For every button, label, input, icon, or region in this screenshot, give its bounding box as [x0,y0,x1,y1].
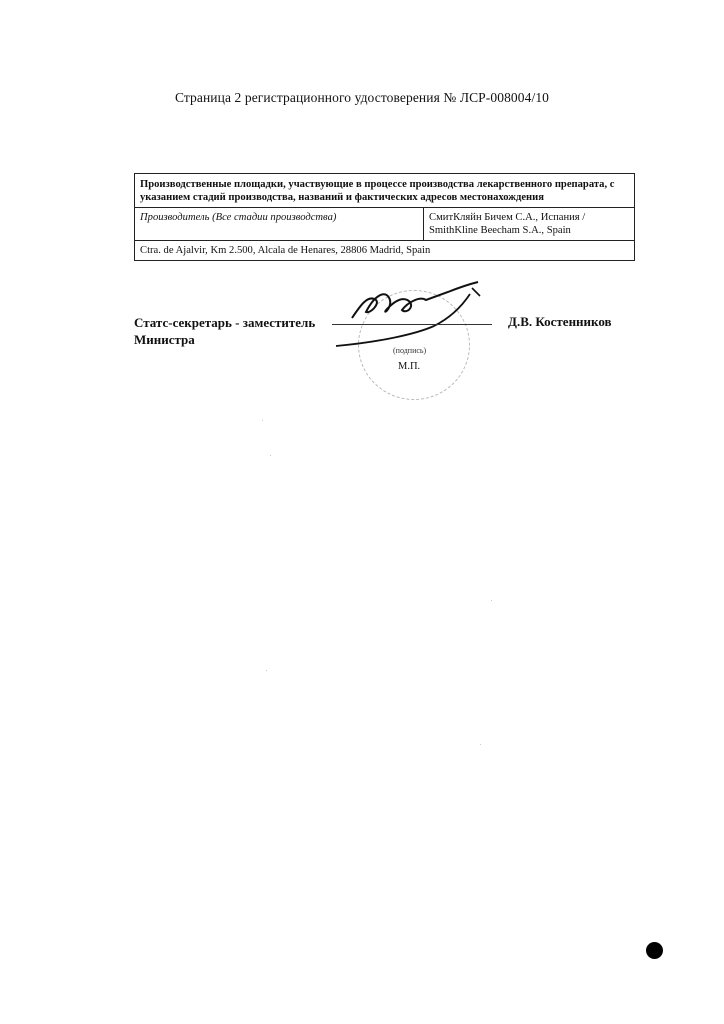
signatory-position-line1: Статс-секретарь - заместитель [134,315,316,330]
table-heading: Производственные площадки, участвующие в процессе производства лекарственного препарата, с указанием стадий производства, названий и фактических адресов местонахождения [140,179,615,203]
table-row [135,208,634,241]
manufacturer-stage-cell: Производитель (Все стадии производства) [135,208,424,240]
signatory-position [134,314,315,348]
scan-speck [266,670,267,671]
address-row [135,241,634,260]
production-sites-table [134,173,635,261]
handwritten-signature [330,266,510,356]
signatory-name: Д.В. Костенников [508,314,612,329]
manufacturer-name-en: SmithKline Beecham S.A., Spain [429,225,571,236]
scan-speck [480,744,481,745]
manufacturer-name-cell [424,208,634,240]
manufacturer-name-ru: СмитКляйн Бичем С.А., Испания / [429,212,586,223]
signatory-position-line2: Министра [134,332,195,347]
signature-line [332,324,492,325]
stamp-label: М.П. [398,361,421,372]
signature-caption: (подпись) [393,346,427,355]
scan-speck [270,455,271,456]
page-dot-marker [646,942,663,959]
scan-speck [262,420,263,421]
scan-speck [491,600,492,601]
address-cell: Ctra. de Ajalvir, Km 2.500, Alcala de Henares, 28806 Madrid, Spain [140,245,431,256]
table-heading-row [135,174,634,208]
page-header: Страница 2 регистрационного удостоверения № ЛСР-008004/10 [174,90,550,105]
